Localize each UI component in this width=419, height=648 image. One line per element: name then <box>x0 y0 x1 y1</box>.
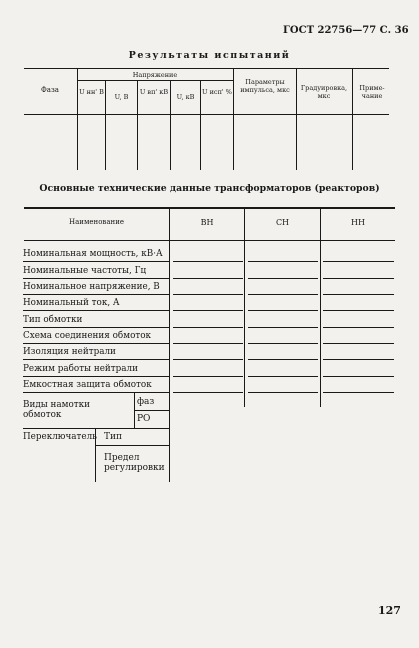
sub-u-v: U, В <box>114 93 129 101</box>
col-nn-header: НН <box>351 218 365 227</box>
row-rated-current: Номинальный ток, А <box>23 298 120 308</box>
col-calib: Градуировка, мкс <box>300 84 348 100</box>
col-voltage-group: Напряжение <box>132 71 178 79</box>
sub-u-kv: U, кВ <box>176 93 195 101</box>
row-rated-frequency: Номинальные частоты, Гц <box>23 266 147 276</box>
col-vn-header: ВН <box>200 218 214 227</box>
row-neutral-insulation: Изоляция нейтрали <box>23 347 116 357</box>
winding-sub-ro: РО <box>137 414 151 424</box>
winding-kinds-label: Виды намотки <box>23 400 91 410</box>
switch-label: Переключатель <box>23 432 97 442</box>
row-rated-power: Номинальная мощность, кВ·А <box>23 249 163 259</box>
winding-kinds-label-2: обмоток <box>23 410 62 420</box>
row-winding-type: Тип обмотки <box>23 315 83 325</box>
col-phase: Фаза <box>41 86 59 94</box>
sub-uisp: U исп' % <box>202 88 232 96</box>
switch-range-2: регулировки <box>104 463 165 473</box>
winding-sub-phase: фаз <box>137 397 155 407</box>
col-sn-header: СН <box>275 218 290 227</box>
col-pulse: Параметры импульса, мкс <box>240 78 290 94</box>
row-capacitive-protection: Емкостная защита обмоток <box>23 380 152 390</box>
col-name-header: Наименование <box>69 218 124 226</box>
switch-type: Тип <box>104 432 122 442</box>
switch-range-1: Предел <box>104 453 140 463</box>
page-number: 127 <box>378 604 401 617</box>
col-note: Приме-чание <box>359 84 385 100</box>
row-neutral-mode: Режим работы нейтрали <box>23 364 138 374</box>
tech-data-title: Основные технические данные трансформаторов (реакторов) <box>39 183 380 194</box>
row-connection-scheme: Схема соединения обмоток <box>23 331 152 341</box>
row-rated-voltage: Номинальное напряжение, В <box>23 282 160 292</box>
sub-uvp: U вп' кВ <box>139 88 169 96</box>
results-title: Результаты испытаний <box>128 50 291 61</box>
sub-unn: U нн' В <box>79 88 104 96</box>
standard-header: ГОСТ 22756—77 С. 36 <box>283 25 409 36</box>
